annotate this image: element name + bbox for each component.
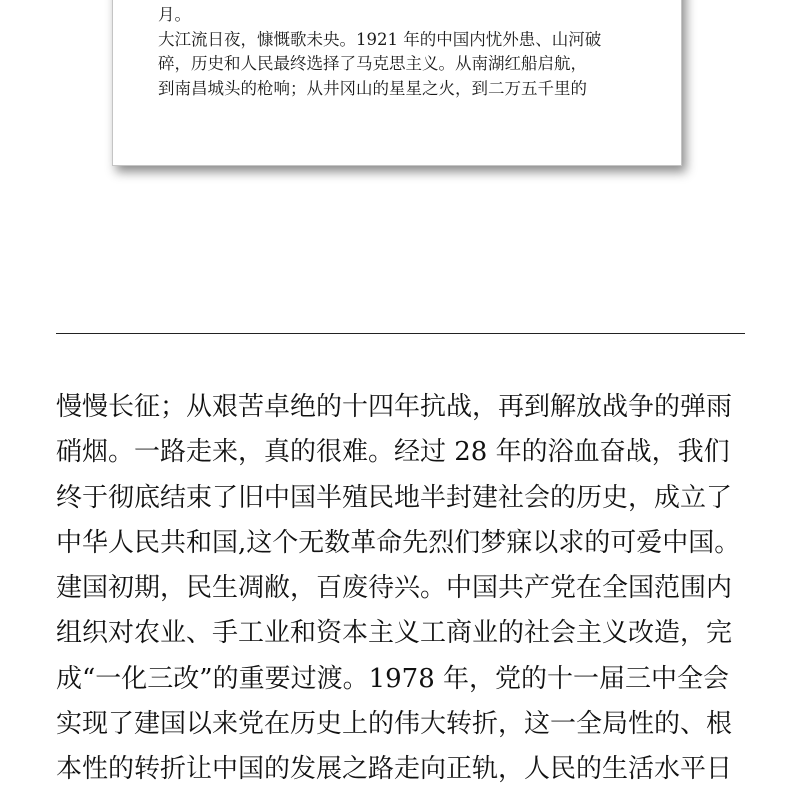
body-line: 硝烟。一路走来，真的很难。经过 28 年的浴血奋战，我们 xyxy=(56,437,730,468)
body-line: 终于彻底结束了旧中国半殖民地半封建社会的历史，成立了 xyxy=(56,482,733,513)
body-line: 成“一化三改”的重要过渡。1978 年，党的十一届三中全会 xyxy=(56,663,730,694)
body-line: 实现了建国以来党在历史上的伟大转折，这一全局性的、根 xyxy=(56,709,733,740)
body-line: 组织对农业、手工业和资本主义工商业的社会主义改造，完 xyxy=(56,618,733,649)
section-divider xyxy=(56,333,745,334)
body-line: 中华人民共和国,这个无数革命先烈们梦寐以求的可爱中国。 xyxy=(56,527,741,558)
card-line: 月。 xyxy=(158,5,191,24)
card-line: 到南昌城头的枪响；从井冈山的星星之火，到二万五千里的 xyxy=(158,78,587,98)
quote-card-text xyxy=(158,3,658,101)
card-line: 碎，历史和人民最终选择了马克思主义。从南湖红船启航， xyxy=(158,54,587,73)
body-line: 慢慢长征；从艰苦卓绝的十四年抗战，再到解放战争的弹雨 xyxy=(56,392,733,422)
body-line: 建国初期，民生凋敝，百废待兴。中国共产党在全国范围内 xyxy=(56,573,733,604)
body-line: 本性的转折让中国的发展之路走向正轨，人民的生活水平日 xyxy=(56,754,733,785)
body-paragraph xyxy=(56,385,756,793)
quote-card xyxy=(112,0,682,166)
card-line: 大江流日夜，慷慨歌未央。1921 年的中国内忧外患、山河破 xyxy=(158,29,602,49)
